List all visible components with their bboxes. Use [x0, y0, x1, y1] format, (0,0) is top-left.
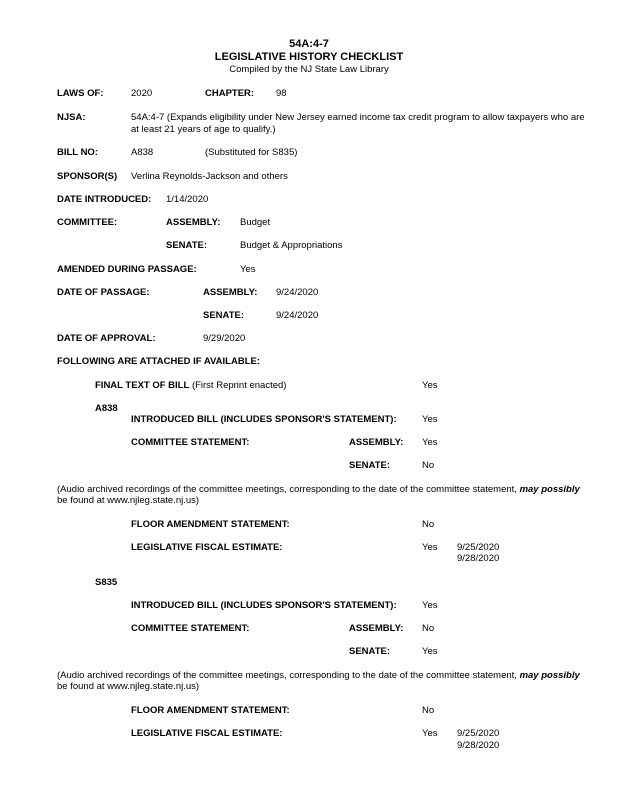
bill-no-label: BILL NO: [57, 147, 98, 158]
attached-heading: FOLLOWING ARE ATTACHED IF AVAILABLE: [57, 356, 260, 367]
a838-introduced-value: Yes [422, 414, 438, 425]
s835-fiscal-date1: 9/25/2020 [457, 728, 500, 739]
a838-fiscal-label: LEGISLATIVE FISCAL ESTIMATE: [131, 542, 283, 553]
s835-fiscal-label: LEGISLATIVE FISCAL ESTIMATE: [131, 728, 283, 739]
a838-heading: A838 [95, 403, 118, 414]
njsa-line1: 54A:4-7 (Expands eligibility under New Jersey earned income tax credit program to allow taxpayers who are [131, 112, 585, 123]
njsa-line2: at least 21 years of age to qualify.) [131, 124, 276, 135]
s835-floor-value: No [422, 705, 435, 716]
chapter-label: CHAPTER: [205, 88, 255, 99]
date-introduced-value: 1/14/2020 [166, 194, 209, 205]
page-title: LEGISLATIVE HISTORY CHECKLIST [214, 51, 404, 63]
passage-assembly-label: ASSEMBLY: [203, 287, 258, 298]
s835-floor-label: FLOOR AMENDMENT STATEMENT: [131, 705, 290, 716]
s835-audio-emphasis: may possibly [519, 670, 580, 681]
committee-senate-value: Budget & Appropriations [240, 240, 343, 251]
laws-of-value: 2020 [131, 88, 153, 99]
a838-senate-label: SENATE: [349, 460, 390, 471]
a838-floor-value: No [422, 519, 435, 530]
s835-fiscal-date2: 9/28/2020 [457, 740, 500, 751]
s835-fiscal-value: Yes [422, 728, 438, 739]
committee-assembly-value: Budget [240, 217, 271, 228]
s835-audio-note-line2: be found at www.njleg.state.nj.us) [57, 681, 200, 692]
njsa-label: NJSA: [57, 112, 86, 123]
sponsors-value: Verlina Reynolds-Jackson and others [131, 171, 288, 182]
s835-introduced-value: Yes [422, 600, 438, 611]
s835-senate-label: SENATE: [349, 646, 390, 657]
passage-senate-label: SENATE: [203, 310, 244, 321]
a838-fiscal-value: Yes [422, 542, 438, 553]
final-text-value: Yes [422, 380, 438, 391]
compiled-by: Compiled by the NJ State Law Library [229, 64, 389, 75]
s835-senate-value: Yes [422, 646, 438, 657]
a838-audio-note-line2: be found at www.njleg.state.nj.us) [57, 495, 200, 506]
s835-assembly-label: ASSEMBLY: [349, 623, 404, 634]
a838-floor-label: FLOOR AMENDMENT STATEMENT: [131, 519, 290, 530]
approval-value: 9/29/2020 [203, 333, 246, 344]
final-text-row [95, 380, 286, 392]
sponsors-label: SPONSOR(S) [57, 171, 118, 182]
laws-of-label: LAWS OF: [57, 88, 104, 99]
passage-label: DATE OF PASSAGE: [57, 287, 150, 298]
a838-audio-emphasis: may possibly [519, 484, 580, 495]
final-text-label: FINAL TEXT OF BILL [95, 380, 190, 391]
final-text-note: (First Reprint enacted) [191, 380, 287, 391]
a838-introduced-label: INTRODUCED BILL (INCLUDES SPONSOR'S STATEMENT): [131, 414, 397, 425]
a838-fiscal-date1: 9/25/2020 [457, 542, 500, 553]
a838-audio-text: (Audio archived recordings of the committee meetings, corresponding to the date of the committee statement, [57, 484, 520, 495]
amended-value: Yes [240, 264, 256, 275]
s835-heading: S835 [95, 577, 118, 588]
bill-no-value: A838 [131, 147, 154, 158]
statute-number: 54A:4-7 [289, 38, 329, 50]
committee-assembly-label: ASSEMBLY: [166, 217, 221, 228]
s835-introduced-label: INTRODUCED BILL (INCLUDES SPONSOR'S STATEMENT): [131, 600, 397, 611]
a838-senate-value: No [422, 460, 435, 471]
passage-senate-value: 9/24/2020 [276, 310, 319, 321]
date-introduced-label: DATE INTRODUCED: [57, 194, 152, 205]
committee-label: COMMITTEE: [57, 217, 118, 228]
a838-assembly-value: Yes [422, 437, 438, 448]
amended-label: AMENDED DURING PASSAGE: [57, 264, 197, 275]
approval-label: DATE OF APPROVAL: [57, 333, 156, 344]
s835-audio-text: (Audio archived recordings of the committee meetings, corresponding to the date of the committee statement, [57, 670, 520, 681]
chapter-value: 98 [276, 88, 287, 99]
a838-committee-label: COMMITTEE STATEMENT: [131, 437, 250, 448]
a838-fiscal-date2: 9/28/2020 [457, 553, 500, 564]
a838-assembly-label: ASSEMBLY: [349, 437, 404, 448]
s835-assembly-value: No [422, 623, 435, 634]
committee-senate-label: SENATE: [166, 240, 207, 251]
s835-committee-label: COMMITTEE STATEMENT: [131, 623, 250, 634]
passage-assembly-value: 9/24/2020 [276, 287, 319, 298]
bill-substitution-note: (Substituted for S835) [205, 147, 298, 158]
